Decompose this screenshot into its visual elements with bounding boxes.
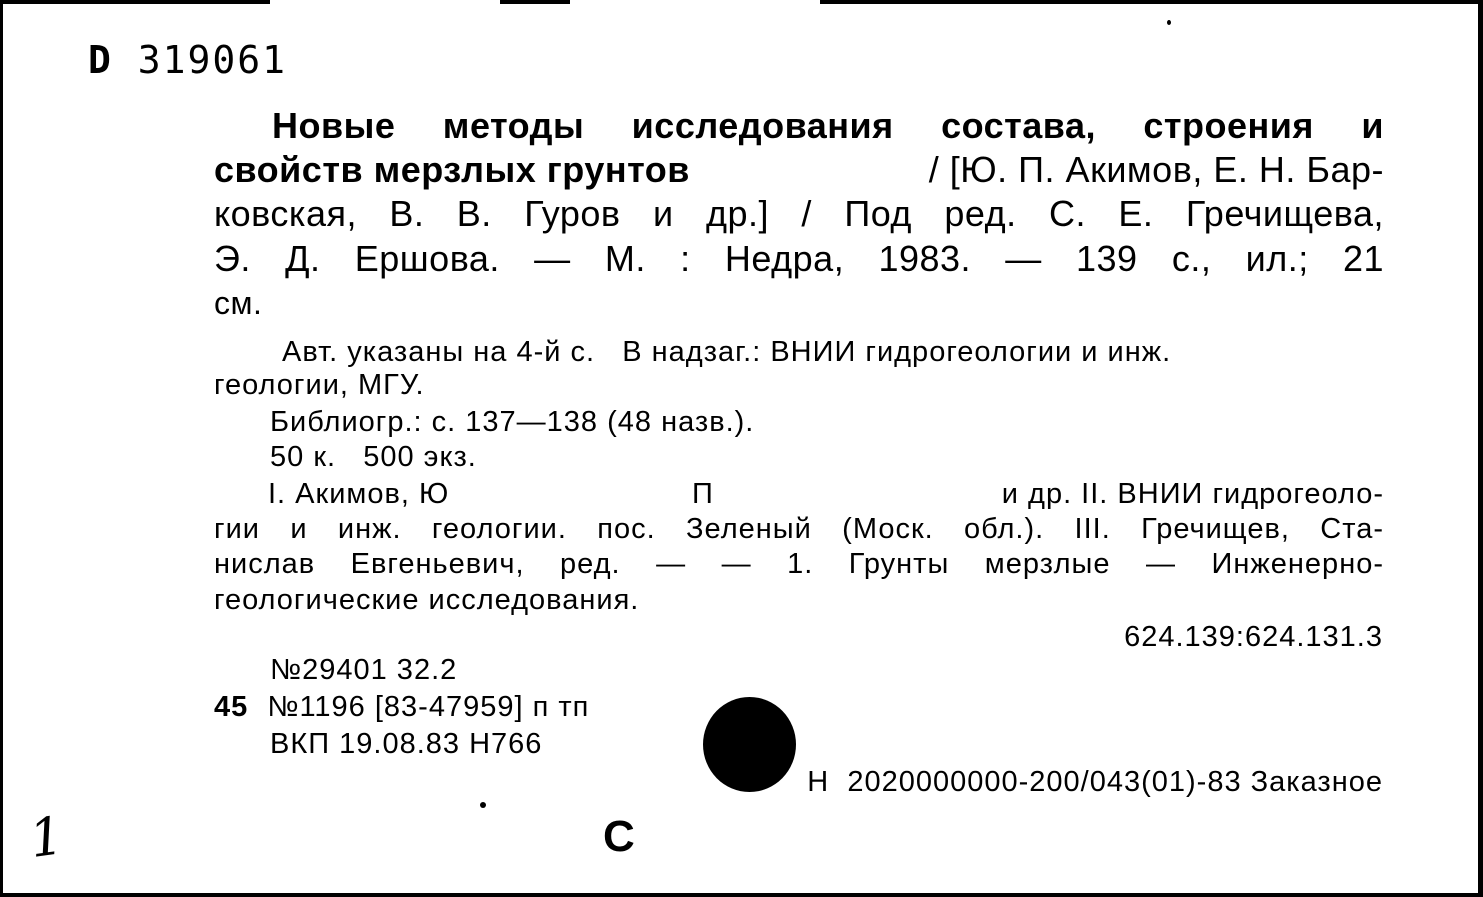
price-note: 50 к. 500 экз. bbox=[270, 441, 477, 473]
card-right-border bbox=[1478, 0, 1483, 897]
title-line-5: см. bbox=[214, 285, 263, 321]
title-line-4: Э. Д. Ершова. — М. : Недра, 1983. — 139 с., ил.; 21 bbox=[214, 238, 1384, 279]
title-line-1: Новые методы исследования состава, строения и bbox=[272, 105, 1384, 146]
title-line-2-bold: свойств мерзлых грунтов bbox=[214, 149, 690, 190]
card-top-border-gap bbox=[570, 0, 820, 4]
entries-line-1 bbox=[268, 477, 1384, 511]
card-left-border bbox=[0, 0, 3, 897]
catalog-number-digits: 319061 bbox=[137, 38, 288, 82]
title-line-3: ковская, В. В. Гуров и др.] / Под ред. С. Е. Гречищева, bbox=[214, 193, 1384, 234]
note-line-2: геологии, МГУ. bbox=[214, 369, 425, 401]
note-line-1: Авт. указаны на 4-й с. В надзаг.: ВНИИ гидрогеологии и инж. bbox=[282, 336, 1172, 368]
bibliography-note: Библиогр.: с. 137—138 (48 назв.). bbox=[270, 406, 755, 438]
punch-hole bbox=[703, 697, 796, 792]
isbn-code: Н 2020000000-200/043(01)-83 Заказное bbox=[807, 766, 1383, 798]
card-top-border-gap bbox=[270, 0, 500, 4]
entries-line-3: нислав Евгеньевич, ред. — — 1. Грунты мерзлые — Инженерно- bbox=[214, 548, 1384, 580]
scan-speck bbox=[1167, 20, 1171, 25]
entries-line-2: гии и инж. геологии. пос. Зеленый (Моск. обл.). III. Гречищев, Ста- bbox=[214, 513, 1384, 545]
handwritten-mark: 1 bbox=[25, 805, 68, 871]
catalog-number bbox=[88, 38, 287, 82]
entries-line-1-initial: П bbox=[692, 478, 714, 510]
accession-number: №29401 32.2 bbox=[270, 654, 458, 686]
shelf-mark: С bbox=[603, 812, 635, 861]
order-prefix: 45 bbox=[214, 691, 249, 723]
entries-line-1-rest: и др. II. ВНИИ гидрогеоло- bbox=[1001, 478, 1384, 510]
entries-line-4: геологические исследования. bbox=[214, 584, 640, 616]
vkp-line: ВКП 19.08.83 Н766 bbox=[270, 728, 543, 760]
scan-speck bbox=[480, 802, 486, 808]
order-line bbox=[214, 690, 589, 724]
title-line-2 bbox=[214, 148, 1384, 192]
order-number: №1196 [83-47959] п тп bbox=[267, 691, 590, 723]
title-line-2-rest: / [Ю. П. Акимов, Е. Н. Бар- bbox=[928, 149, 1384, 190]
card-bottom-border bbox=[0, 893, 1483, 897]
udc-code: 624.139:624.131.3 bbox=[1124, 621, 1383, 653]
entries-line-1-author: I. Акимов, Ю bbox=[268, 478, 450, 510]
catalog-number-prefix: D bbox=[88, 38, 113, 82]
